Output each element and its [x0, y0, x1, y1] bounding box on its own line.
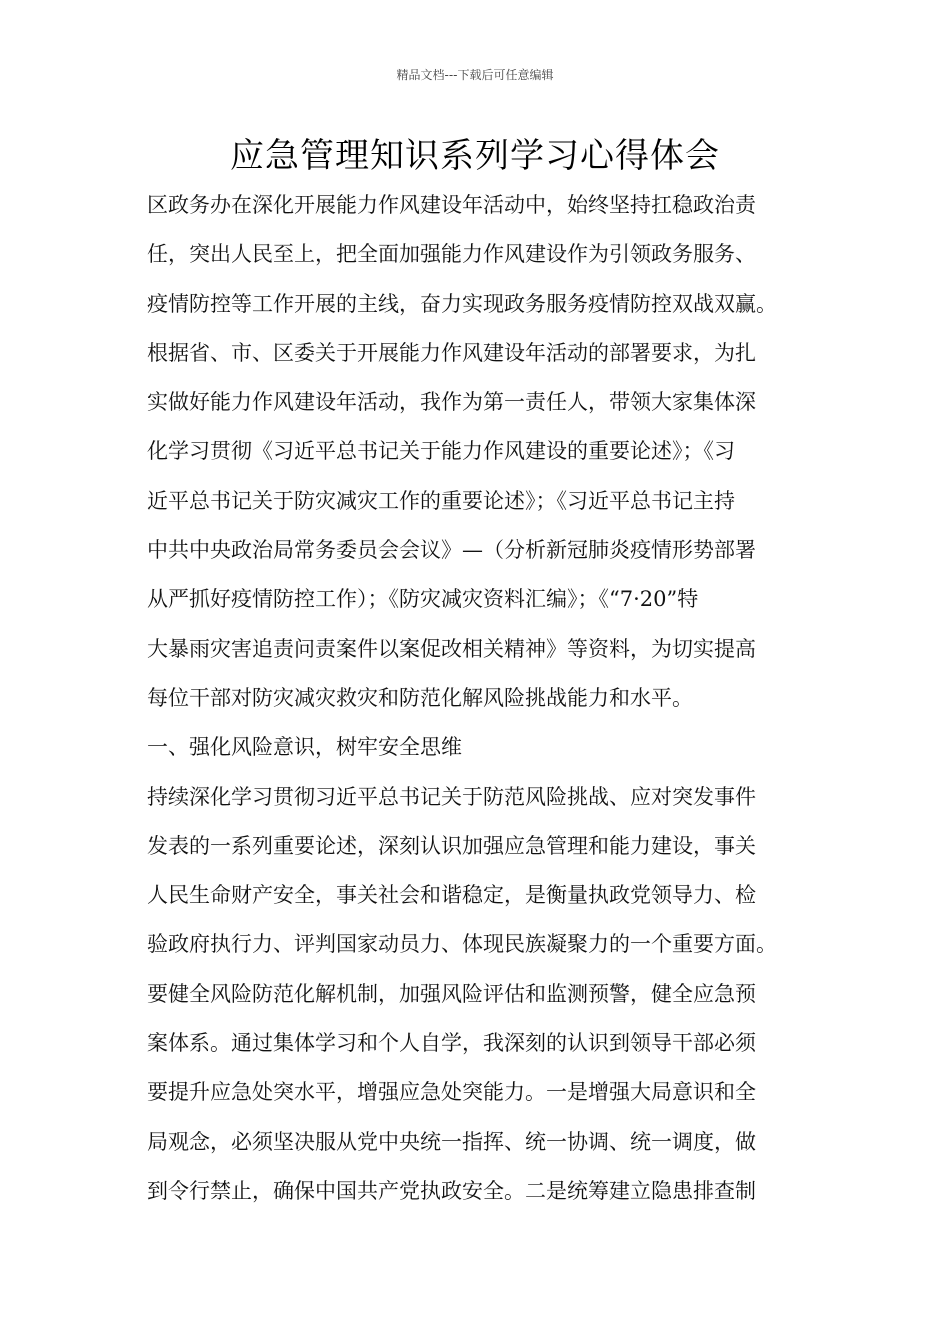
body-line: 发表的一系列重要论述，深刻认识加强应急管理和能力建设，事关: [147, 833, 756, 858]
body-line: 近平总书记关于防灾减灾工作的重要论述》；《习近平总书记主持: [147, 488, 735, 513]
body-line: 持续深化学习贯彻习近平总书记关于防范风险挑战、应对突发事件: [147, 784, 756, 809]
body-line: 区政务办在深化开展能力作风建设年活动中，始终坚持扛稳政治责: [147, 193, 756, 217]
body-line: 任，突出人民至上，把全面加强能力作风建设作为引领政务服务、: [147, 242, 756, 267]
header-note: 精品文档---下载后可任意编辑: [396, 68, 554, 82]
section-heading: 一、强化风险意识，树牢安全思维: [147, 735, 462, 760]
body-line: 人民生命财产安全，事关社会和谐稳定，是衡量执政党领导力、检: [147, 883, 756, 908]
body-line: 中共中央政治局常务委员会会议》—（分析新冠肺炎疫情形势部署: [147, 538, 756, 563]
body-line: 要健全风险防范化解机制，加强风险评估和监测预警，健全应急预: [147, 981, 756, 1006]
body-line: 验政府执行力、评判国家动员力、体现民族凝聚力的一个重要方面。: [147, 932, 777, 957]
body-line: 疫情防控等工作开展的主线，奋力实现政务服务疫情防控双战双赢。: [147, 291, 777, 316]
body-line: 到令行禁止，确保中国共产党执政安全。二是统筹建立隐患排查制: [147, 1178, 756, 1203]
body-line: 实做好能力作风建设年活动，我作为第一责任人，带领大家集体深: [147, 390, 756, 415]
body-line: 要提升应急处突水平，增强应急处突能力。一是增强大局意识和全: [147, 1080, 756, 1105]
body-line: 从严抓好疫情防控工作）；《防灾减灾资料汇编》；《“7·20”特: [147, 587, 699, 612]
body-line: 大暴雨灾害追责问责案件以案促改相关精神》等资料，为切实提高: [147, 636, 756, 661]
document-title: 应急管理知识系列学习心得体会: [230, 136, 720, 176]
body-line: 案体系。通过集体学习和个人自学，我深刻的认识到领导干部必须: [147, 1031, 756, 1056]
document-body: [147, 181, 837, 1216]
body-line: 每位干部对防灾减灾救灾和防范化解风险挑战能力和水平。: [147, 685, 693, 710]
body-line: 化学习贯彻《习近平总书记关于能力作风建设的重要论述》；《习: [147, 439, 735, 464]
body-line: 根据省、市、区委关于开展能力作风建设年活动的部署要求，为扎: [147, 340, 756, 365]
body-line: 局观念，必须坚决服从党中央统一指挥、统一协调、统一调度，做: [147, 1129, 756, 1154]
